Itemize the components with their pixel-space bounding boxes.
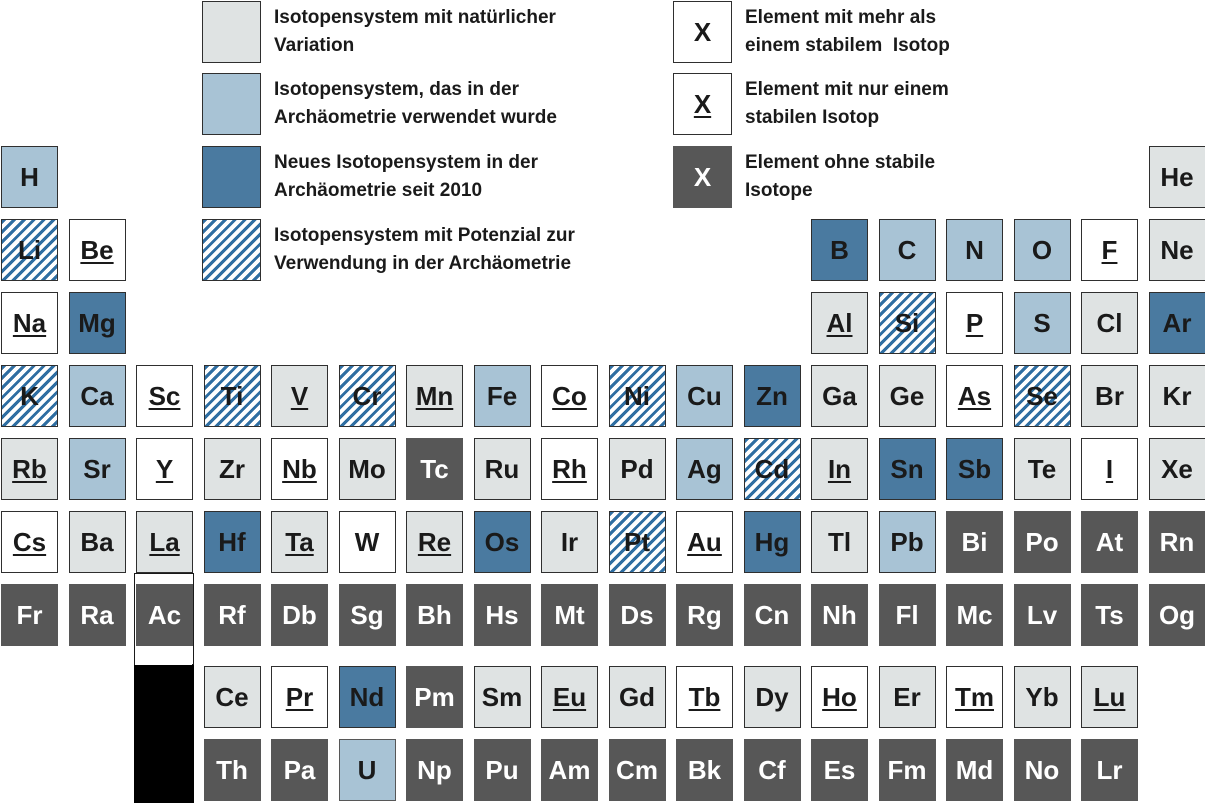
element-symbol: Br — [1095, 380, 1124, 411]
element-li — [1, 219, 58, 281]
element-pr — [271, 666, 328, 728]
element-ts — [1081, 584, 1138, 646]
legend-label-line1: Isotopensystem mit Potenzial zur — [274, 225, 575, 246]
element-u — [339, 739, 396, 801]
element-ac — [136, 584, 193, 646]
element-symbol: Ne — [1160, 234, 1194, 265]
element-symbol: Eu — [552, 681, 587, 712]
element-symbol: Lv — [1026, 599, 1058, 630]
element-symbol: Sr — [83, 453, 111, 484]
element-te — [1014, 438, 1071, 500]
actinide-bracket-gap — [135, 645, 192, 665]
element-symbol: Ru — [484, 453, 520, 484]
legend-label-line2: Archäometrie verwendet wurde — [274, 107, 557, 128]
element-yb — [1014, 666, 1071, 728]
element-mc — [946, 584, 1003, 646]
element-in — [811, 438, 868, 500]
element-symbol: Bi — [961, 526, 988, 557]
element-cn — [744, 584, 801, 646]
element-np — [406, 739, 463, 801]
element-tl — [811, 511, 868, 573]
element-symbol: Zr — [219, 453, 245, 484]
element-ge — [879, 365, 936, 427]
element-symbol: Cl — [1096, 307, 1123, 338]
element-symbol: I — [1105, 453, 1114, 484]
element-symbol: Ge — [889, 380, 925, 411]
element-symbol: F — [1101, 234, 1118, 265]
legend-label-line2: Verwendung in der Archäometrie — [274, 253, 572, 274]
element-ru — [474, 438, 531, 500]
element-symbol: Hf — [218, 526, 246, 557]
element-b — [811, 219, 868, 281]
actinide-bracket-bar — [134, 665, 194, 803]
legend-label — [745, 4, 950, 60]
element-symbol: La — [149, 526, 180, 557]
element-symbol: Sg — [350, 599, 384, 630]
element-ne — [1149, 219, 1205, 281]
element-symbol: Tc — [420, 453, 449, 484]
element-symbol: O — [1031, 234, 1053, 265]
element-symbol: Mg — [78, 307, 116, 338]
element-symbol: Lr — [1096, 754, 1123, 785]
legend-label — [745, 149, 935, 205]
element-symbol: Ta — [285, 526, 314, 557]
element-sc — [136, 365, 193, 427]
element-symbol: Cu — [687, 380, 722, 411]
element-pa — [271, 739, 328, 801]
element-hf — [204, 511, 261, 573]
element-symbol: Lu — [1093, 681, 1126, 712]
element-ta — [271, 511, 328, 573]
element-symbol: Mt — [554, 599, 585, 630]
element-pd — [609, 438, 666, 500]
element-cf — [744, 739, 801, 801]
element-symbol: Gd — [618, 681, 656, 712]
element-symbol: Po — [1025, 526, 1059, 557]
element-re — [406, 511, 463, 573]
element-symbol: W — [354, 526, 380, 557]
element-symbol: Tm — [955, 681, 994, 712]
legend-label-line2: Isotope — [745, 180, 813, 201]
element-lu — [1081, 666, 1138, 728]
element-na — [1, 292, 58, 354]
element-symbol: Ag — [687, 453, 722, 484]
element-au — [676, 511, 733, 573]
element-symbol: Md — [955, 754, 994, 785]
element-symbol: Pm — [414, 681, 455, 712]
element-rf — [204, 584, 261, 646]
legend-swatch-symbol: X — [693, 88, 712, 119]
element-lr — [1081, 739, 1138, 801]
element-tc — [406, 438, 463, 500]
element-mo — [339, 438, 396, 500]
element-ir — [541, 511, 598, 573]
element-og — [1149, 584, 1205, 646]
element-pt — [609, 511, 666, 573]
element-hg — [744, 511, 801, 573]
element-symbol: In — [827, 453, 852, 484]
element-symbol: Xe — [1161, 453, 1193, 484]
element-symbol: Np — [417, 754, 452, 785]
element-symbol: Rg — [687, 599, 722, 630]
element-symbol: Ir — [560, 526, 579, 557]
element-sn — [879, 438, 936, 500]
element-symbol: Mc — [956, 599, 993, 630]
element-p — [946, 292, 1003, 354]
element-symbol: Cr — [352, 380, 382, 411]
element-er — [879, 666, 936, 728]
element-no — [1014, 739, 1071, 801]
element-bh — [406, 584, 463, 646]
element-symbol: Fm — [887, 754, 927, 785]
element-xe — [1149, 438, 1205, 500]
element-symbol: Re — [417, 526, 452, 557]
element-symbol: Tb — [688, 681, 721, 712]
legend-label-line1: Isotopensystem mit natürlicher — [274, 7, 556, 28]
element-f — [1081, 219, 1138, 281]
legend-label — [274, 222, 575, 278]
element-symbol: Fl — [895, 599, 919, 630]
element-si — [879, 292, 936, 354]
element-dy — [744, 666, 801, 728]
legend-label-line2: Archäometrie seit 2010 — [274, 180, 483, 201]
element-symbol: Ds — [620, 599, 654, 630]
element-zn — [744, 365, 801, 427]
element-mt — [541, 584, 598, 646]
element-symbol: Nd — [349, 681, 385, 712]
element-symbol: Ar — [1162, 307, 1192, 338]
element-symbol: Ni — [624, 380, 650, 411]
element-symbol: Rb — [12, 453, 47, 484]
element-lv — [1014, 584, 1071, 646]
element-se — [1014, 365, 1071, 427]
legend-label-line2: einem stabilem Isotop — [745, 35, 950, 56]
element-symbol: Fe — [486, 380, 518, 411]
element-rg — [676, 584, 733, 646]
legend-label-line1: Element mit mehr als — [745, 7, 937, 28]
element-fl — [879, 584, 936, 646]
element-pm — [406, 666, 463, 728]
element-symbol: At — [1095, 526, 1124, 557]
element-symbol: Mn — [415, 380, 454, 411]
element-nb — [271, 438, 328, 500]
element-ag — [676, 438, 733, 500]
element-symbol: Pt — [624, 526, 650, 557]
element-am — [541, 739, 598, 801]
element-symbol: P — [965, 307, 984, 338]
element-pu — [474, 739, 531, 801]
element-symbol: B — [830, 234, 849, 265]
element-n — [946, 219, 1003, 281]
element-db — [271, 584, 328, 646]
legend-label — [274, 4, 556, 60]
element-symbol: Si — [894, 307, 920, 338]
element-symbol: Pa — [283, 754, 316, 785]
legend-swatch-symbol: X — [693, 161, 712, 192]
element-cd — [744, 438, 801, 500]
legend-label — [745, 76, 949, 132]
legend-swatch — [673, 146, 732, 208]
legend-label-line2: Variation — [274, 35, 355, 56]
element-symbol: Bk — [687, 754, 722, 785]
element-ti — [204, 365, 261, 427]
element-symbol: Hg — [754, 526, 790, 557]
element-hs — [474, 584, 531, 646]
element-symbol: Os — [484, 526, 520, 557]
element-symbol: Na — [12, 307, 47, 338]
element-o — [1014, 219, 1071, 281]
element-symbol: K — [20, 380, 39, 411]
element-symbol: Co — [552, 380, 587, 411]
element-nh — [811, 584, 868, 646]
element-sg — [339, 584, 396, 646]
element-al — [811, 292, 868, 354]
element-po — [1014, 511, 1071, 573]
element-sr — [69, 438, 126, 500]
element-at — [1081, 511, 1138, 573]
element-symbol: C — [897, 234, 917, 265]
element-v — [271, 365, 328, 427]
element-i — [1081, 438, 1138, 500]
element-symbol: Og — [1158, 599, 1196, 630]
element-symbol: Hs — [485, 599, 519, 630]
legend-swatch — [673, 1, 732, 63]
element-h — [1, 146, 58, 208]
element-symbol: Ac — [147, 599, 182, 630]
element-ho — [811, 666, 868, 728]
element-cl — [1081, 292, 1138, 354]
legend-swatch-symbol: X — [693, 16, 712, 47]
element-symbol: Ga — [822, 380, 857, 411]
legend-label-line1: Element ohne stabile — [745, 152, 936, 173]
element-symbol: Ti — [220, 380, 244, 411]
element-symbol: H — [20, 161, 39, 192]
element-nd — [339, 666, 396, 728]
element-w — [339, 511, 396, 573]
element-th — [204, 739, 261, 801]
element-symbol: Er — [893, 681, 921, 712]
element-symbol: Ho — [822, 681, 857, 712]
element-symbol: Mo — [348, 453, 386, 484]
element-ga — [811, 365, 868, 427]
element-rb — [1, 438, 58, 500]
element-symbol: Yb — [1025, 681, 1059, 712]
element-rn — [1149, 511, 1205, 573]
element-symbol: Au — [687, 526, 722, 557]
element-fm — [879, 739, 936, 801]
element-symbol: He — [1160, 161, 1194, 192]
element-la — [136, 511, 193, 573]
element-y — [136, 438, 193, 500]
element-fr — [1, 584, 58, 646]
element-symbol: Nb — [282, 453, 317, 484]
element-symbol: No — [1024, 754, 1060, 785]
element-as — [946, 365, 1003, 427]
element-symbol: Li — [17, 234, 42, 265]
element-bi — [946, 511, 1003, 573]
element-ni — [609, 365, 666, 427]
element-he — [1149, 146, 1205, 208]
element-symbol: Fr — [16, 599, 43, 630]
element-symbol: Sn — [890, 453, 924, 484]
element-symbol: Sb — [957, 453, 992, 484]
element-symbol: Cm — [616, 754, 658, 785]
element-zr — [204, 438, 261, 500]
legend-label — [274, 76, 557, 132]
element-symbol: Pd — [620, 453, 654, 484]
legend-label-line1: Isotopensystem, das in der — [274, 79, 519, 100]
element-rh — [541, 438, 598, 500]
element-cr — [339, 365, 396, 427]
element-md — [946, 739, 1003, 801]
element-mn — [406, 365, 463, 427]
element-symbol: Rf — [218, 599, 246, 630]
legend-swatch — [202, 146, 261, 208]
element-ba — [69, 511, 126, 573]
element-symbol: Sm — [481, 681, 523, 712]
element-symbol: Be — [80, 234, 114, 265]
element-fe — [474, 365, 531, 427]
element-gd — [609, 666, 666, 728]
element-tb — [676, 666, 733, 728]
legend-label-line1: Neues Isotopensystem in der — [274, 152, 538, 173]
element-symbol: Al — [826, 307, 853, 338]
element-ds — [609, 584, 666, 646]
element-symbol: Db — [282, 599, 317, 630]
element-c — [879, 219, 936, 281]
element-cm — [609, 739, 666, 801]
element-ra — [69, 584, 126, 646]
element-sm — [474, 666, 531, 728]
element-bk — [676, 739, 733, 801]
element-symbol: Sc — [148, 380, 181, 411]
element-kr — [1149, 365, 1205, 427]
element-symbol: Cd — [754, 453, 790, 484]
element-symbol: Dy — [755, 681, 789, 712]
element-symbol: Cn — [754, 599, 790, 630]
element-cu — [676, 365, 733, 427]
element-symbol: Nh — [822, 599, 857, 630]
legend-swatch — [673, 73, 732, 135]
element-symbol: Es — [823, 754, 856, 785]
element-symbol: Tl — [827, 526, 852, 557]
element-pb — [879, 511, 936, 573]
element-symbol: Th — [216, 754, 248, 785]
element-symbol: Kr — [1162, 380, 1192, 411]
element-cs — [1, 511, 58, 573]
element-ce — [204, 666, 261, 728]
legend-label-line1: Element mit nur einem — [745, 79, 949, 100]
legend-label-line2: stabilen Isotop — [745, 107, 880, 128]
element-eu — [541, 666, 598, 728]
element-symbol: Ce — [215, 681, 249, 712]
element-br — [1081, 365, 1138, 427]
element-symbol: Te — [1027, 453, 1057, 484]
element-tm — [946, 666, 1003, 728]
element-symbol: Ba — [80, 526, 114, 557]
element-symbol: Am — [548, 754, 591, 785]
element-symbol: Rn — [1159, 526, 1195, 557]
element-symbol: Cf — [758, 754, 786, 785]
element-symbol: As — [957, 380, 992, 411]
element-symbol: Se — [1026, 380, 1058, 411]
element-symbol: Zn — [756, 380, 788, 411]
legend-swatch — [202, 73, 261, 135]
element-symbol: U — [357, 754, 377, 785]
element-os — [474, 511, 531, 573]
legend-swatch — [202, 219, 261, 281]
element-symbol: Pb — [890, 526, 924, 557]
legend-label — [274, 149, 538, 205]
legend-swatch — [202, 1, 261, 63]
element-sb — [946, 438, 1003, 500]
element-symbol: S — [1033, 307, 1051, 338]
element-symbol: V — [290, 380, 309, 411]
element-k — [1, 365, 58, 427]
element-symbol: N — [965, 234, 984, 265]
element-symbol: Cs — [12, 526, 47, 557]
element-symbol: Ca — [80, 380, 114, 411]
element-mg — [69, 292, 126, 354]
element-ar — [1149, 292, 1205, 354]
element-symbol: Bh — [417, 599, 452, 630]
element-symbol: Ra — [80, 599, 114, 630]
element-symbol: Rh — [552, 453, 587, 484]
element-s — [1014, 292, 1071, 354]
element-co — [541, 365, 598, 427]
element-be — [69, 219, 126, 281]
element-symbol: Pu — [485, 754, 519, 785]
element-symbol: Y — [155, 453, 174, 484]
element-symbol: Pr — [285, 681, 314, 712]
element-ca — [69, 365, 126, 427]
element-symbol: Ts — [1095, 599, 1124, 630]
element-es — [811, 739, 868, 801]
